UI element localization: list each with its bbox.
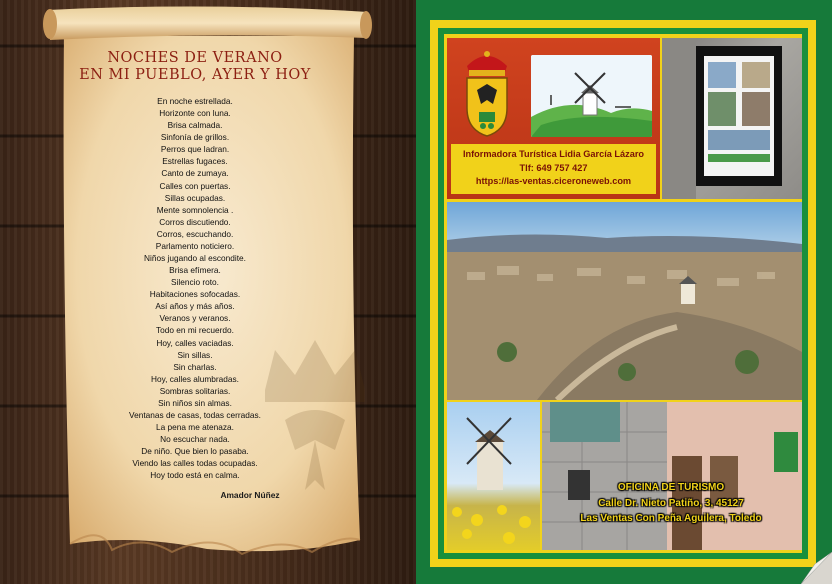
right-page-tourism: [416, 0, 832, 584]
poem-line: Calles con puertas.: [159, 180, 231, 191]
poem-line: Perros que ladran.: [160, 144, 230, 155]
poem-line: Estrellas fugaces.: [162, 156, 228, 167]
poem-body: [75, 95, 315, 482]
poem-line: Horizonte con luna.: [159, 108, 231, 119]
poem-line: Sin sillas.: [177, 349, 213, 360]
poem-line: No escuchar nada.: [160, 434, 230, 445]
tourism-info-panel: [447, 38, 660, 199]
poem-line: Brisa calmada.: [167, 120, 223, 131]
poem-line: Veranos y veranos.: [159, 313, 231, 324]
poem-line: Corros, escuchando.: [156, 228, 234, 239]
poem-line: Viendo las calles todas ocupadas.: [132, 458, 258, 469]
coat-of-arms-icon: [459, 46, 515, 138]
poem-line: Todo en mi recuerdo.: [156, 325, 234, 336]
photo-tourism-office: [542, 402, 802, 550]
poem-line: Canto de zumaya.: [161, 168, 229, 179]
poem-line: Niños jugando al escondite.: [144, 253, 246, 264]
poem-line: Sin niños sin almas.: [158, 397, 232, 408]
poem-line: Silencio roto.: [171, 277, 219, 288]
tourism-office-address: [546, 480, 796, 527]
poem-line: Sillas ocupadas.: [164, 192, 226, 203]
poem-line: Mente somnolencia .: [156, 204, 234, 215]
poem-line: Sombras solitarias.: [159, 385, 231, 396]
office-town: Las Ventas Con Peña Aguilera, Toledo: [580, 513, 762, 524]
office-title: OFICINA DE TURISMO: [617, 482, 725, 493]
poem-line: Hoy, calles alumbradas.: [151, 373, 239, 384]
poem-line: Hoy todo está en calma.: [150, 470, 240, 481]
photo-poster-on-wall: [662, 38, 802, 199]
poem-line: En noche estrellada.: [157, 96, 233, 106]
poem-line: Parlamento noticiero.: [155, 240, 235, 251]
poem-line: Así años y más años.: [155, 301, 235, 312]
poem-line: La pena me atenaza.: [156, 422, 234, 433]
photo-windmill-flowers: [447, 402, 540, 550]
poem-title-line-2: EN MI PUEBLO, AYER Y HOY: [79, 67, 311, 83]
page-curl-icon[interactable]: [801, 552, 832, 584]
guide-name: Informadora Turística Lidia García Lázaro: [462, 149, 645, 159]
poem-line: Corros discutiendo.: [159, 216, 231, 227]
poem-title: [45, 50, 345, 84]
guide-website-link[interactable]: https://las-ventas.ciceroneweb.com: [475, 176, 632, 186]
poem-line: Ventanas de casas, todas cerradas.: [129, 410, 261, 421]
poem-title-line-1: NOCHES DE VERANO: [107, 50, 283, 66]
windmill-logo-icon: [531, 55, 652, 137]
poem-line: Hoy, calles vaciadas.: [156, 337, 234, 348]
poem-line: Sinfonía de grillos.: [160, 132, 230, 143]
photo-aerial-village: [447, 202, 802, 400]
guide-phone: Tlf: 649 757 427: [519, 162, 588, 173]
poem-line: Brisa efímera.: [169, 265, 221, 276]
poem-author: Amador Núñez: [220, 490, 280, 500]
contact-box: [451, 144, 656, 194]
office-street: Calle Dr. Nieto Patiño, 3, 45127: [598, 497, 744, 509]
poem-line: Habitaciones sofocadas.: [149, 289, 241, 300]
poem-line: De niño. Que bien lo pasaba.: [141, 446, 249, 457]
poem-line: Sin charlas.: [173, 361, 217, 372]
